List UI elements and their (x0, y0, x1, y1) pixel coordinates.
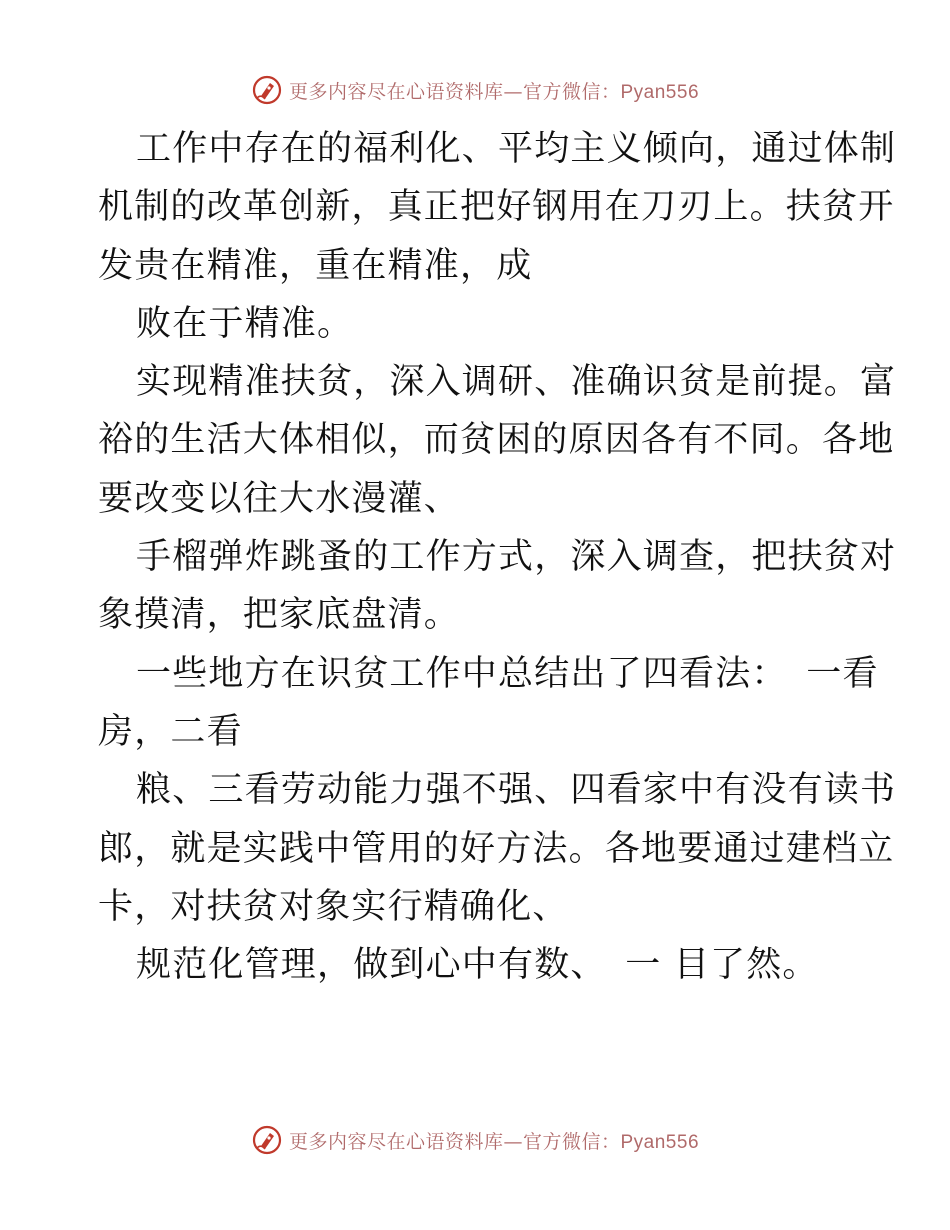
text-line: 工作中存在的福利化、平均主义倾向，通过体制 (136, 129, 897, 169)
footer-banner[interactable] (0, 1122, 950, 1158)
text-line: 规范化管理，做到心中有数、 一 目了然。 (136, 945, 819, 986)
header-banner-text (289, 77, 699, 104)
text-line: 机制的改革创新，真正把好钢用在刀刃上。扶贫开 (98, 187, 895, 228)
text-line: 发贵在精准，重在精准，成 (98, 245, 533, 286)
text-line: 手榴弹炸跳蚤的工作方式，深入调查，把扶贫对 (136, 537, 897, 578)
footer-banner-label: 更多内容尽在心语资料库—官方微信： (288, 1130, 621, 1153)
text-line: 实现精准扶贫，深入调研、准确识贫是前提。富 (136, 362, 897, 403)
header-banner[interactable] (0, 72, 950, 108)
header-wechat-id: Pyan556 (620, 81, 700, 103)
pen-nib-logo-icon (251, 74, 283, 106)
text-line: 象摸清，把家底盘清。 (98, 595, 461, 636)
footer-wechat-id: Pyan556 (620, 1131, 700, 1153)
text-line: 粮、三看劳动能力强不强、四看家中有没有读书 (136, 770, 897, 811)
text-line: 一些地方在识贫工作中总结出了四看法： 一看 (136, 653, 879, 694)
text-line: 郎，就是实践中管用的好方法。各地要通过建档立 (98, 828, 895, 869)
text-line: 要改变以往大水漫灌、 (98, 478, 461, 519)
text-line: 卡，对扶贫对象实行精确化、 (98, 886, 569, 927)
pen-nib-logo-icon (251, 1124, 283, 1156)
body-text (98, 120, 897, 994)
text-line: 裕的生活大体相似，而贫困的原因各有不同。各地 (98, 420, 895, 461)
text-line: 败在于精准。 (136, 303, 354, 344)
text-line: 房，二看 (98, 711, 243, 752)
footer-banner-text (289, 1127, 699, 1154)
header-banner-label: 更多内容尽在心语资料库—官方微信： (288, 80, 621, 103)
